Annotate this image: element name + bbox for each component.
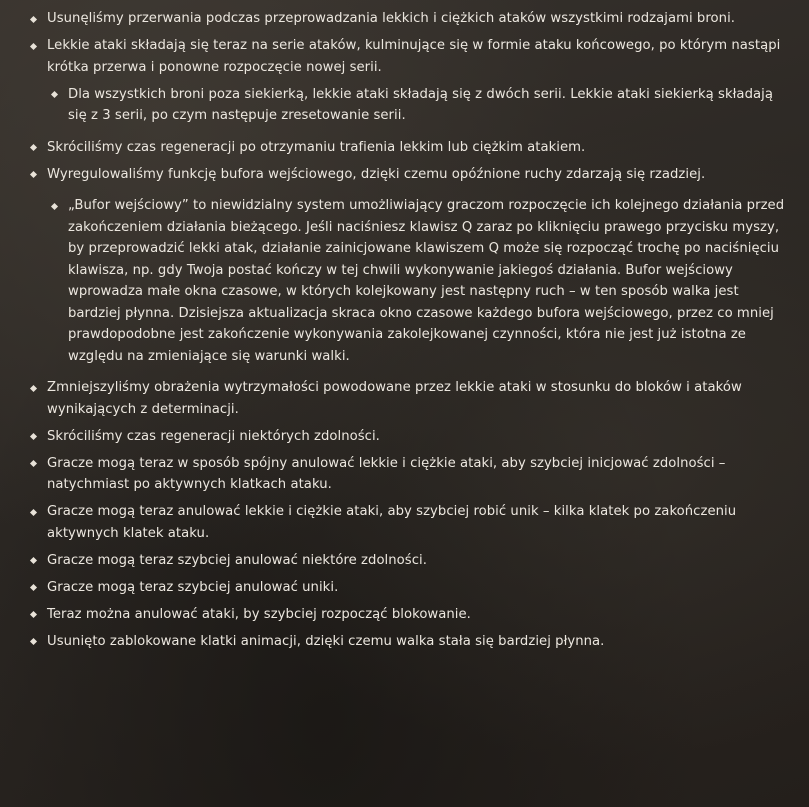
sub-list-item: „Bufor wejściowy” to niewidzialny system umożliwiający graczom rozpoczęcie ich kolejnego działania przed zakończeniem działania bieżącego. Jeśli naciśniesz klawisz Q zaraz po kliknięciu prawego przycisku myszy, by przeprowadzić lekki atak, działanie zainicjowane klawiszem Q może się rozpocząć trochę po naciśnięciu klawisza, np. gdy Twoja postać kończy w tej chwili wykonywanie jakiegoś działania. Bufor wejściowy wprowadza małe okna czasowe, w których kolejkowany jest następny ruch – w ten sposób walka jest bardziej płynna. Dzisiejsza aktualizacja skraca okno czasowe każdego bufora wejściowego, przez co mniej prawdopodobne jest zakończenie wykonywania zakolejkowanej czynności, która nie jest już istotna ze względu na zmieniające się warunki walki.: [51, 195, 785, 367]
list-item: Skróciliśmy czas regeneracji niektórych zdolności.: [30, 426, 785, 448]
list-item: Gracze mogą teraz anulować lekkie i ciężkie ataki, aby szybciej robić unik – kilka klatek po zakończeniu aktywnych klatek ataku.: [30, 501, 785, 544]
list-item: Gracze mogą teraz w sposób spójny anulować lekkie i ciężkie ataki, aby szybciej inicjować zdolności – natychmiast po aktywnych klatkach ataku.: [30, 453, 785, 496]
list-item: Gracze mogą teraz szybciej anulować uniki.: [30, 577, 785, 599]
list-item: Usunięto zablokowane klatki animacji, dzięki czemu walka stała się bardziej płynna.: [30, 631, 785, 653]
list-item: Skróciliśmy czas regeneracji po otrzymaniu trafienia lekkim lub ciężkim atakiem.: [30, 137, 785, 159]
list-item: Wyregulowaliśmy funkcję bufora wejściowego, dzięki czemu opóźnione ruchy zdarzają się rzadziej.: [30, 164, 785, 186]
list-item: Usunęliśmy przerwania podczas przeprowadzania lekkich i ciężkich ataków wszystkimi rodzajami broni.: [30, 8, 785, 30]
patch-notes-list: [30, 8, 785, 652]
sub-list-item: Dla wszystkich broni poza siekierką, lekkie ataki składają się z dwóch serii. Lekkie ataki siekierką składają się z 3 serii, po czym następuje zresetowanie serii.: [51, 84, 785, 127]
list-item: Lekkie ataki składają się teraz na serie ataków, kulminujące się w formie ataku końcowego, po którym nastąpi krótka przerwa i ponowne rozpoczęcie nowej serii.: [30, 35, 785, 78]
list-item: Zmniejszyliśmy obrażenia wytrzymałości powodowane przez lekkie ataki w stosunku do bloków i ataków wynikających z determinacji.: [30, 377, 785, 420]
list-item: Teraz można anulować ataki, by szybciej rozpocząć blokowanie.: [30, 604, 785, 626]
list-item: Gracze mogą teraz szybciej anulować niektóre zdolności.: [30, 550, 785, 572]
